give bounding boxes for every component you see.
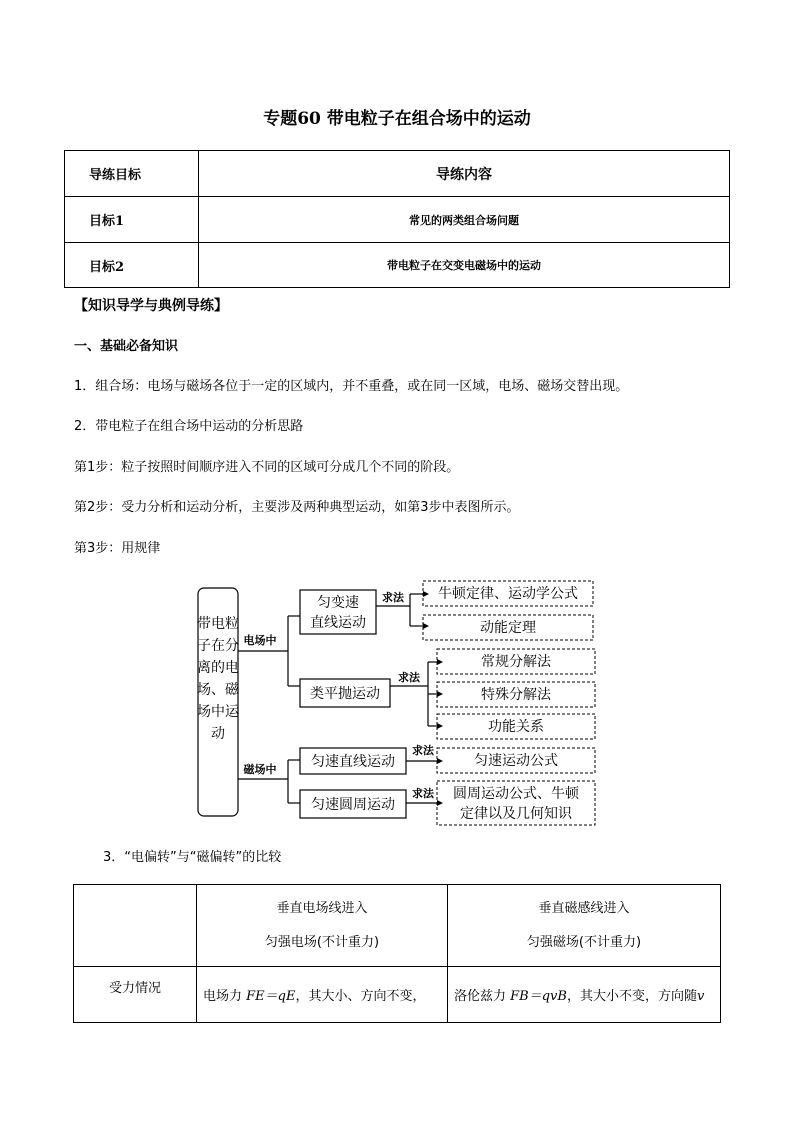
motion-circular: 匀速圆周运动 xyxy=(311,797,395,813)
law-kinetic: 动能定理 xyxy=(480,620,536,636)
motion-uniform-accel-line1: 匀变速 xyxy=(317,595,359,611)
goal-content: 带电粒子在交变电磁场中的运动 xyxy=(199,243,730,288)
table-row xyxy=(74,967,721,1023)
goal-content: 常见的两类组合场问题 xyxy=(199,197,730,243)
force-e-suffix: ，其大小、方向不变， xyxy=(295,989,426,1004)
law-decompose: 常规分解法 xyxy=(481,654,551,670)
paragraph: 1．组合场：电场与磁场各位于一定的区域内，并不重叠，或在同一区域，电场、磁场交替出现。 xyxy=(74,379,629,394)
electric-header-cell xyxy=(197,885,448,967)
header-content: 导练内容 xyxy=(199,151,730,197)
electric-header-line2: 匀强电场(不计重力) xyxy=(264,934,380,950)
table-row xyxy=(65,243,730,288)
paragraph: 第2步：受力分析和运动分析，主要涉及两种典型运动，如第3步中表图所示。 xyxy=(74,500,520,515)
table-row xyxy=(65,197,730,243)
page-title: 专题60 带电粒子在组合场中的运动 xyxy=(263,109,531,129)
motion-projectile: 类平抛运动 xyxy=(310,686,380,702)
electric-force-cell xyxy=(197,967,448,1023)
paragraph: 第3步：用规律 xyxy=(74,541,161,556)
force-b-prefix: 洛伦兹力 xyxy=(454,989,511,1004)
table-header-row xyxy=(74,885,721,967)
method-label: 求法 xyxy=(412,744,434,757)
magnetic-force-cell xyxy=(448,967,721,1023)
diagram-root-text: 带电粒子在分离的电场、磁场中运动 xyxy=(197,616,239,742)
subheading: 一、基础必备知识 xyxy=(74,339,179,354)
empty-header-cell xyxy=(74,885,197,967)
paragraph: 第1步：粒子按照时间顺序进入不同的区域可分成几个不同的阶段。 xyxy=(74,460,460,475)
analysis-flow-diagram xyxy=(190,576,610,831)
comparison-table xyxy=(73,884,721,1023)
header-goal: 导练目标 xyxy=(65,151,199,197)
force-e-prefix: 电场力 xyxy=(203,989,247,1004)
law-circular-line1: 圆周运动公式、牛顿 xyxy=(453,786,579,802)
electric-header-line1: 垂直电场线进入 xyxy=(276,900,368,916)
magnetic-header-cell xyxy=(448,885,721,967)
compare-heading: 3．“电偏转”与“磁偏转”的比较 xyxy=(103,850,282,865)
paragraph: 2．带电粒子在组合场中运动的分析思路 xyxy=(74,419,304,434)
motion-uniform-accel-line2: 直线运动 xyxy=(310,615,366,631)
row-label: 受力情况 xyxy=(74,967,197,1023)
branch-magnetic-label: 磁场中 xyxy=(243,763,277,776)
magnetic-header-line1: 垂直磁感线进入 xyxy=(538,900,630,916)
goal-label: 目标1 xyxy=(65,197,199,243)
method-label: 求法 xyxy=(398,671,420,684)
law-uniform: 匀速运动公式 xyxy=(474,753,558,769)
goal-label: 目标2 xyxy=(65,243,199,288)
method-label: 求法 xyxy=(382,591,404,604)
method-label: 求法 xyxy=(412,787,434,800)
branch-electric-label: 电场中 xyxy=(243,634,277,647)
law-circular-line2: 定律以及几何知识 xyxy=(460,806,572,822)
magnetic-header-line2: 匀强磁场(不计重力) xyxy=(526,934,642,950)
force-b-suffix: ，其大小不变，方向随 xyxy=(566,989,697,1004)
law-newton: 牛顿定律、运动学公式 xyxy=(438,586,578,602)
law-special: 特殊分解法 xyxy=(481,687,551,703)
section-heading: 【知识导学与典例导练】 xyxy=(74,298,228,314)
motion-uniform-linear: 匀速直线运动 xyxy=(311,754,395,770)
table-header-row xyxy=(65,151,730,197)
force-b-v: v xyxy=(696,989,705,1004)
force-e-formula: FE＝qE xyxy=(246,989,296,1004)
force-b-formula: FB＝qvB xyxy=(510,989,567,1004)
law-work-energy: 功能关系 xyxy=(488,719,544,735)
goals-table xyxy=(64,150,730,288)
